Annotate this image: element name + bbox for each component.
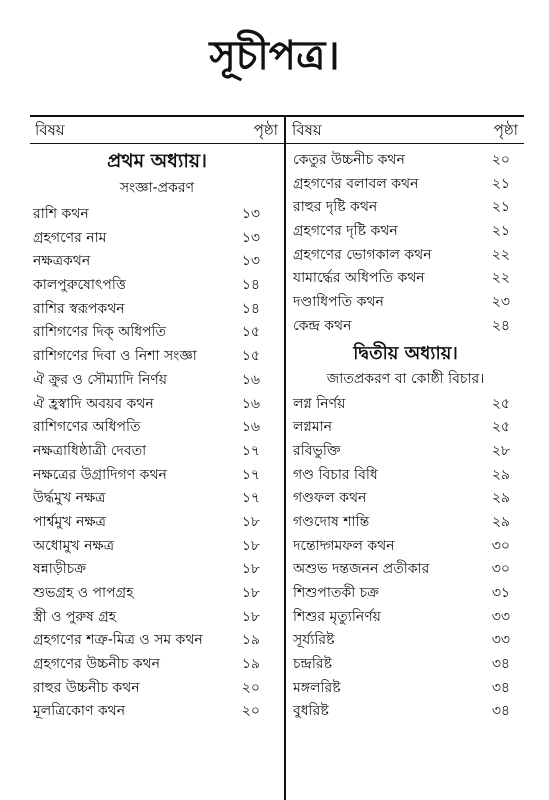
- toc-entry: [287, 464, 524, 488]
- toc-entry-page: ২৫: [491, 395, 510, 412]
- toc-entry-title: শিশুপাতকী চক্র: [293, 585, 379, 601]
- toc-entry-title: অশুভ দন্তজনন প্রতীকার: [293, 561, 430, 578]
- toc-entry-title: লগ্ন নির্ণয়: [293, 395, 346, 412]
- toc-entry-title: যামার্দ্ধের অধিপতি কথন: [293, 270, 425, 287]
- toc-entry-page: ১৮: [241, 537, 260, 554]
- toc-entry: [287, 393, 524, 417]
- toc-entry: [287, 440, 524, 464]
- toc-entry-page: ৩৩: [491, 608, 510, 625]
- toc-entry: [30, 606, 284, 630]
- toc-entry: [30, 487, 284, 511]
- toc-entry: [287, 558, 524, 582]
- toc-entry-page: ১৮: [241, 585, 260, 601]
- toc-entry: [30, 369, 284, 393]
- toc-entry-title: রাশিগণের দিবা ও নিশা সংজ্ঞা: [33, 348, 197, 365]
- toc-entry: [287, 677, 524, 701]
- toc-entry: [287, 606, 524, 630]
- toc-entry-title: রবিভুক্তি: [293, 442, 341, 459]
- toc-entry-title: বুধরিষ্ট: [293, 703, 329, 720]
- toc-list: [287, 393, 524, 725]
- toc-entry-page: ৩০: [491, 537, 510, 554]
- toc-entry-page: ১৭: [241, 490, 260, 507]
- toc-entry-page: ২৯: [491, 513, 510, 530]
- toc-entry: [30, 298, 284, 322]
- toc-entry-page: ৩৩: [491, 632, 510, 649]
- toc-entry: [287, 582, 524, 606]
- toc-list: [30, 203, 284, 724]
- toc-entry-page: ৩৪: [491, 656, 510, 673]
- toc-entry-page: ১৪: [241, 300, 260, 317]
- toc-entry: [30, 629, 284, 653]
- page-title: সূচীপত্র।: [209, 33, 340, 79]
- toc-entry: [30, 700, 284, 724]
- toc-entry-title: রাহুর উচ্চনীচ কথন: [33, 679, 140, 696]
- toc-entry: [287, 535, 524, 559]
- toc-entry-page: ১৮: [241, 513, 260, 530]
- toc-entry-title: রাহুর দৃষ্টি কথন: [293, 199, 378, 216]
- toc-entry: [30, 653, 284, 677]
- toc-entry-title: রাশিগণের দিক্ অধিপতি: [33, 324, 167, 341]
- toc-entry-page: ১৮: [241, 608, 260, 625]
- toc-entry-title: অধোমুখ নক্ষত্র: [33, 537, 115, 554]
- section-heading: জাতপ্রকরণ বা কোষ্ঠী বিচার।: [326, 370, 485, 387]
- left-column: [30, 116, 284, 724]
- toc-entry-page: ১৮: [241, 561, 260, 578]
- toc-entry-page: ৩১: [491, 585, 510, 601]
- toc-entry-page: ২৪: [491, 317, 510, 334]
- toc-entry-title: গ্রহগণের উচ্চনীচ কথন: [33, 656, 160, 673]
- toc-entry-title: স্ত্রী ও পুরুষ গ্রহ: [33, 608, 117, 625]
- toc-entry-title: নক্ষত্রকথন: [33, 253, 91, 270]
- toc-entry-title: ঐ হ্রস্বাদি অবয়ব কথন: [33, 395, 154, 412]
- toc-entry-page: ১৫: [241, 348, 260, 365]
- toc-entry-page: ২৮: [491, 442, 510, 459]
- toc-entry-title: নক্ষত্রাধিষ্ঠাত্রী দেবতা: [33, 442, 147, 459]
- toc-entry-page: ২৯: [491, 490, 510, 507]
- toc-entry: [30, 511, 284, 535]
- toc-entry-title: ষন্নাড়ীচক্র: [33, 561, 87, 578]
- toc-entry-page: ৩৪: [491, 679, 510, 696]
- toc-entry-title: ঐ ক্রুর ও সৌম্যাদি নির্ণয়: [33, 371, 168, 388]
- toc-entry-title: কালপুরুষোৎপত্তি: [33, 277, 126, 294]
- toc-entry-title: গ্রহগণের শত্রু-মিত্র ও সম কথন: [33, 632, 203, 649]
- toc-entry: [30, 203, 284, 227]
- toc-entry-title: মূলত্রিকোণ কথন: [33, 703, 126, 720]
- toc-entry-title: রাশির স্বরূপকথন: [33, 300, 125, 317]
- toc-entry-title: রাশিগণের অধিপতি: [33, 419, 141, 436]
- toc-entry-title: দণ্ডাধিপতি কথন: [293, 294, 384, 311]
- toc-entry-title: শিশুর মৃত্যুনির্ণয়: [293, 608, 381, 625]
- left-column-header: [30, 116, 284, 143]
- toc-entry-title: মঙ্গলরিষ্ট: [293, 679, 341, 696]
- chapter-heading: দ্বিতীয় অধ্যায়।: [353, 342, 458, 364]
- toc-entry: [287, 511, 524, 535]
- toc-entry: [287, 291, 524, 315]
- toc-entry-page: ১৩: [241, 229, 260, 246]
- toc-entry: [287, 267, 524, 291]
- toc-entry: [30, 535, 284, 559]
- toc-entry-page: ১৯: [241, 656, 260, 673]
- toc-entry-page: ১৩: [241, 206, 260, 222]
- toc-entry-title: শুভগ্রহ ও পাপগ্রহ: [33, 585, 134, 601]
- toc-entry-page: ২০: [491, 152, 510, 168]
- toc-entry-page: ১৪: [241, 277, 260, 294]
- toc-entry-page: ২১: [491, 199, 510, 216]
- toc-entry-title: দন্তোদ্গমফল কথন: [293, 537, 395, 554]
- page-header: পৃষ্ঠা: [493, 121, 518, 139]
- toc-entry-page: ২০: [241, 679, 260, 696]
- toc-list: [287, 149, 524, 339]
- toc-entry-title: গ্রহগণের নাম: [33, 229, 107, 246]
- toc-entry: [30, 677, 284, 701]
- toc-entry-page: ২২: [491, 246, 510, 263]
- toc-entry-page: ১৭: [241, 442, 260, 459]
- toc-entry-page: ২৩: [491, 294, 510, 311]
- toc-entry-page: ১৩: [241, 253, 260, 270]
- section-heading: সংজ্ঞা-প্রকরণ: [119, 180, 195, 196]
- page-header: পৃষ্ঠা: [253, 121, 278, 139]
- toc-entry: [287, 173, 524, 197]
- toc-entry-page: ৩০: [491, 561, 510, 578]
- toc-entry: [30, 582, 284, 606]
- toc-entry: [287, 315, 524, 339]
- toc-entry: [287, 196, 524, 220]
- toc-entry-page: ১৯: [241, 632, 260, 649]
- toc-entry-title: সূর্য্যরিষ্ট: [293, 632, 335, 649]
- toc-entry: [30, 250, 284, 274]
- toc-entry-title: নক্ষত্রের উগ্রাদিগণ কথন: [33, 466, 167, 483]
- toc-entry: [30, 321, 284, 345]
- toc-entry-title: গ্রহগণের বলাবল কথন: [293, 175, 419, 192]
- toc-entry: [30, 464, 284, 488]
- toc-entry-title: পার্শ্বমুখ নক্ষত্র: [33, 513, 106, 530]
- toc-entry: [30, 393, 284, 417]
- toc-entry: [30, 416, 284, 440]
- subject-header: বিষয়: [35, 121, 65, 139]
- toc-entry: [287, 653, 524, 677]
- toc-entry-title: কেতুর উচ্চনীচ কথন: [293, 152, 405, 168]
- toc-entry-page: ১৫: [241, 324, 260, 341]
- toc-entry: [287, 700, 524, 724]
- toc-entry: [287, 149, 524, 173]
- toc-entry: [30, 227, 284, 251]
- toc-entry-title: গণ্ড বিচার বিধি: [293, 466, 378, 483]
- toc-entry-title: গ্রহগণের ভোগকাল কথন: [293, 246, 432, 263]
- toc-entry: [287, 220, 524, 244]
- toc-entry: [287, 416, 524, 440]
- toc-entry: [30, 440, 284, 464]
- toc-entry-page: ২২: [491, 270, 510, 287]
- toc-entry: [287, 244, 524, 268]
- chapter-heading: প্রথম অধ্যায়।: [107, 150, 207, 172]
- toc-entry-page: ১৬: [241, 371, 260, 388]
- toc-entry-title: গ্রহগণের দৃষ্টি কথন: [293, 223, 398, 240]
- toc-entry-page: ২৯: [491, 466, 510, 483]
- toc-entry: [30, 558, 284, 582]
- toc-entry-title: চন্দ্ররিষ্ট: [293, 656, 332, 673]
- column-divider: [284, 115, 286, 800]
- toc-entry-title: গণ্ডফল কথন: [293, 490, 367, 507]
- subject-header: বিষয়: [292, 121, 322, 139]
- toc-entry: [287, 487, 524, 511]
- toc-entry-title: গণ্ডদোষ শান্তি: [293, 513, 370, 530]
- toc-entry-page: ২১: [491, 175, 510, 192]
- toc-entry-page: ২১: [491, 223, 510, 240]
- toc-entry-title: লগ্নমান: [293, 419, 333, 436]
- toc-entry-page: ২০: [241, 703, 260, 720]
- right-column-header: [287, 116, 524, 143]
- toc-entry-page: ১৭: [241, 466, 260, 483]
- toc-entry-page: ৩৪: [491, 703, 510, 720]
- toc-entry-page: ১৬: [241, 419, 260, 436]
- toc-entry: [287, 629, 524, 653]
- toc-entry-title: কেন্দ্র কথন: [293, 317, 352, 334]
- right-column: [287, 116, 524, 724]
- toc-entry-title: উর্দ্ধমুখ নক্ষত্র: [33, 490, 106, 507]
- toc-entry: [30, 274, 284, 298]
- toc-entry: [30, 345, 284, 369]
- toc-entry-page: ১৬: [241, 395, 260, 412]
- toc-entry-title: রাশি কথন: [33, 206, 89, 222]
- toc-entry-page: ২৫: [491, 419, 510, 436]
